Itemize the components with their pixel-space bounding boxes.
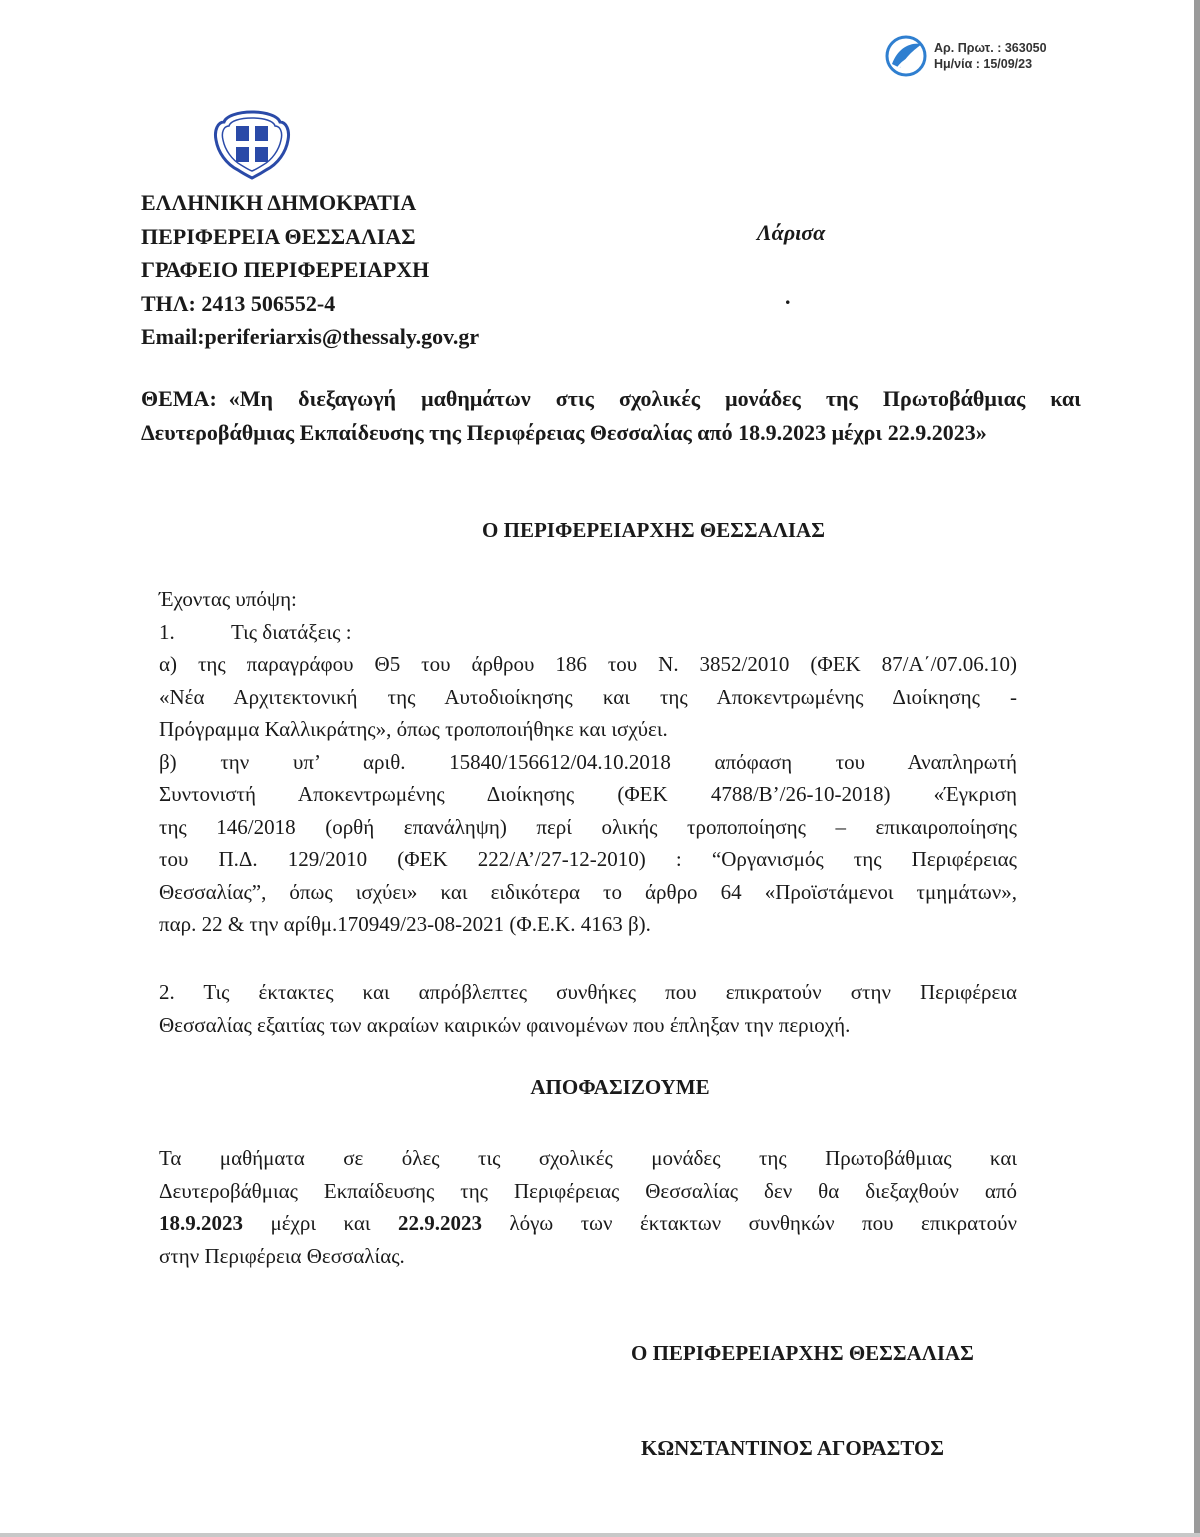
protocol-stamp [884,34,1047,78]
clause-a-line: α) της παραγράφου Θ5 του άρθρου 186 του Ν. 3852/2010 (ΦΕΚ 87/Α΄/07.06.10) [159,652,1017,676]
clause-b-line: Θεσσαλίας”, όπως ισχύει» και ειδικότερα το άρθρο 64 «Προϊστάμενοι τμημάτων», [159,879,1017,904]
clause-b-line: της 146/2018 (ορθή επανάληψη) περί ολικής τροποποίησης – επικαιροποίησης [159,814,1017,839]
city: Λάρισα [757,220,826,245]
page-edge [1194,0,1200,1537]
header-email: Email:periferiarxis@thessaly.gov.gr [141,324,480,349]
item1-title: Τις διατάξεις : [231,619,352,644]
decision-line [159,1207,1017,1240]
greek-coat-of-arms-icon [208,108,296,180]
decision-heading: ΑΠΟΦΑΣΙΖΟΥΜΕ [530,1075,710,1099]
considering-item2 [159,976,1017,1041]
decision-connector: μέχρι και [243,1211,398,1235]
clause-b-line: του Π.Δ. 129/2010 (ΦΕΚ 222/Α’/27-12-2010) : “Οργανισμός της Περιφέρειας [159,847,1017,871]
header-phone: ΤΗΛ: 2413 506552-4 [141,290,336,316]
subject [141,382,1081,449]
date-from: 18.9.2023 [159,1211,243,1235]
clause-b-last: παρ. 22 & την αρίθμ.170949/23-08-2021 (Φ.Ε.Κ. 4163 β). [159,912,651,936]
clause-b-line: β) την υπ’ αριθ. 15840/156612/04.10.2018 απόφαση του Αναπληρωτή [159,749,1017,774]
signature-title: Ο ΠΕΡΙΦΕΡΕΙΑΡΧΗΣ ΘΕΣΣΑΛΙΑΣ [631,1341,974,1365]
decision-line: Τα μαθήματα σε όλες τις σχολικές μονάδες της Πρωτοβάθμιας και [159,1146,1017,1170]
subject-text: «Μη διεξαγωγή μαθημάτων στις σχολικές μονάδες της Πρωτοβάθμιας και Δευτεροβάθμιας Εκπαίδευσης της Περιφέρειας Θεσσαλίας από 18.9.2023 μέχρι 22.9.2023» [141,386,1081,445]
date-to: 22.9.2023 [398,1211,482,1235]
protocol-number: Αρ. Πρωτ. : 363050 [934,41,1047,55]
item1-number: 1. [159,619,175,644]
registry-logo-icon [884,34,928,78]
page-bottom-edge [0,1533,1200,1537]
item1-heading [159,616,1017,649]
header-office: ΓΡΑΦΕΙΟ ΠΕΡΙΦΕΡΕΙΑΡΧΗ [141,257,430,282]
decision-line: Δευτεροβάθμιας Εκπαίδευσης της Περιφέρειας Θεσσαλίας δεν θα διεξαχθούν από [159,1178,1017,1203]
considering-intro: Έχοντας υπόψη: [159,587,297,611]
clause-b-line: Συντονιστή Αποκεντρωμένης Διοίκησης (ΦΕΚ 4788/Β’/26-10-2018) «Έγκριση [159,782,1017,806]
decision-last: στην Περιφέρεια Θεσσαλίας. [159,1243,405,1268]
item2-last: Θεσσαλίας εξαιτίας των ακραίων καιρικών φαινομένων που έπληξαν την περιοχή. [159,1012,851,1037]
authority-heading: Ο ΠΕΡΙΦΕΡΕΙΑΡΧΗΣ ΘΕΣΣΑΛΙΑΣ [482,518,825,542]
signatory-name: ΚΩΝΣΤΑΝΤΙΝΟΣ ΑΓΟΡΑΣΤΟΣ [641,1436,945,1460]
clause-a-line: «Νέα Αρχιτεκτονική της Αυτοδιοίκησης και της Αποκεντρωμένης Διοίκησης - [159,684,1017,709]
subject-label: ΘΕΜΑ: [141,386,217,411]
decision-text [159,1142,1017,1272]
protocol-date: Ημ/νία : 15/09/23 [934,57,1033,71]
clause-a-last: Πρόγραμμα Καλλικράτης», όπως τροποποιήθηκε και ισχύει. [159,717,668,741]
issuer-header [141,186,479,354]
header-region: ΠΕΡΙΦΕΡΕΙΑ ΘΕΣΣΑΛΙΑΣ [141,223,416,249]
decision-reason: λόγω των έκτακτων συνθηκών που επικρατούν [482,1211,1017,1235]
header-country: ΕΛΛΗΝΙΚΗ ΔΗΜΟΚΡΑΤΙΑ [141,190,417,215]
considering-section [159,583,1017,941]
item2-line: 2. Τις έκτακτες και απρόβλεπτες συνθήκες που επικρατούν στην Περιφέρεια [159,980,1017,1004]
date-placeholder: . [785,284,791,309]
